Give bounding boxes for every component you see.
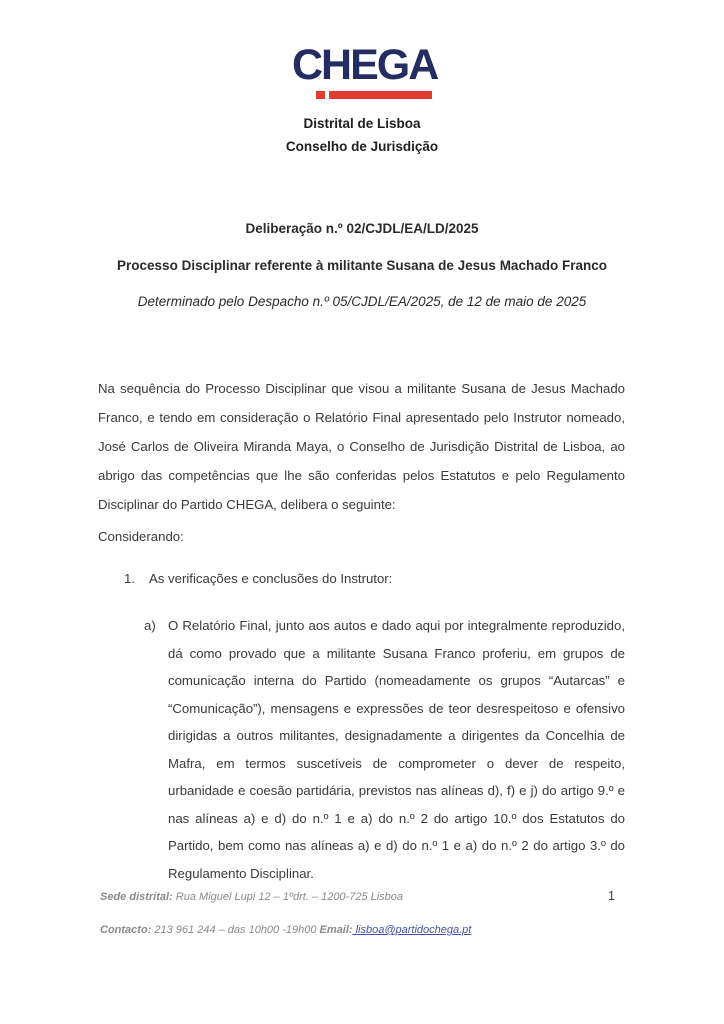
- logo-underline-bar: [329, 91, 432, 99]
- organization-header: [0, 112, 724, 158]
- chega-logo-underline: [316, 91, 432, 99]
- numbered-item-1: [124, 571, 392, 586]
- lettered-item-a-marker: a): [144, 618, 156, 633]
- org-district-line: Distrital de Lisboa: [303, 116, 421, 131]
- logo-underline-square: [316, 91, 325, 99]
- intro-paragraph: Na sequência do Processo Disciplinar que visou a militante Susana de Jesus Machado Franco, e tendo em consideração o Relatório Final apresentado pelo Instrutor nomeado, José Carlos de Oliveira Miranda Maya, o Conselho de Jurisdição Distrital de Lisboa, ao abrigo das competências que lhe são conferidas pelos Estatutos e pelo Regulamento Disciplinar do Partido CHEGA, delibera o seguinte:: [98, 381, 625, 512]
- footer-contact-line: [100, 923, 625, 937]
- footer-contact-value: 213 961 244 – das 10h00 -19h00: [151, 924, 320, 936]
- footer-contact-label: Contacto:: [100, 924, 152, 936]
- footer-address-line: [100, 890, 625, 904]
- chega-logo-wordmark: CHEGA: [292, 41, 438, 89]
- page-number: 1: [608, 889, 615, 903]
- footer-address-label: Sede distrital:: [100, 891, 173, 903]
- determination-subtitle: Determinado pelo Despacho n.º 05/CJDL/EA/2025, de 12 de maio de 2025: [137, 294, 587, 309]
- footer-email-label: Email:: [319, 924, 353, 936]
- considering-heading: Considerando:: [98, 529, 184, 544]
- org-council-line: Conselho de Jurisdição: [285, 139, 439, 154]
- process-subject-title: Processo Disciplinar referente à militante Susana de Jesus Machado Franco: [117, 258, 607, 273]
- footer-email-link[interactable]: lisboa@partidochega.pt: [352, 924, 472, 936]
- lettered-item-a-text: O Relatório Final, junto aos autos e dado aqui por integralmente reproduzido, dá como provado que a militante Susana Franco proferiu, em grupos de comunicação interna do Partido (nomeadamente os grupos “Autarcas” e “Comunicação”), mensagens e expressões de teor desrespeitoso e ofensivo dirigidas a outros militantes, designadamente a dirigentes da Concelhia de Mafra, em termos suscetíveis de comprometer o dever de respeito, urbanidade e coesão partidária, previstos nas alíneas d), f) e j) do artigo 9.º e nas alíneas a) e d) do n.º 1 e a) do n.º 2 do artigo 10.º dos Estatutos do Partido, bem como nas alíneas a) e d) do n.º 1 e a) do n.º 2 do artigo 3.º do Regulamento Disciplinar.: [168, 618, 625, 881]
- deliberation-number-title: Deliberação n.º 02/CJDL/EA/LD/2025: [245, 221, 479, 236]
- footer-address-value: Rua Miguel Lupi 12 – 1ºdrt. – 1200-725 Lisboa: [172, 891, 404, 903]
- chega-logo: [292, 41, 438, 99]
- lettered-item-a: [144, 612, 625, 887]
- numbered-item-1-marker: 1.: [124, 571, 135, 586]
- numbered-item-1-text: As verificações e conclusões do Instrutor:: [149, 571, 393, 586]
